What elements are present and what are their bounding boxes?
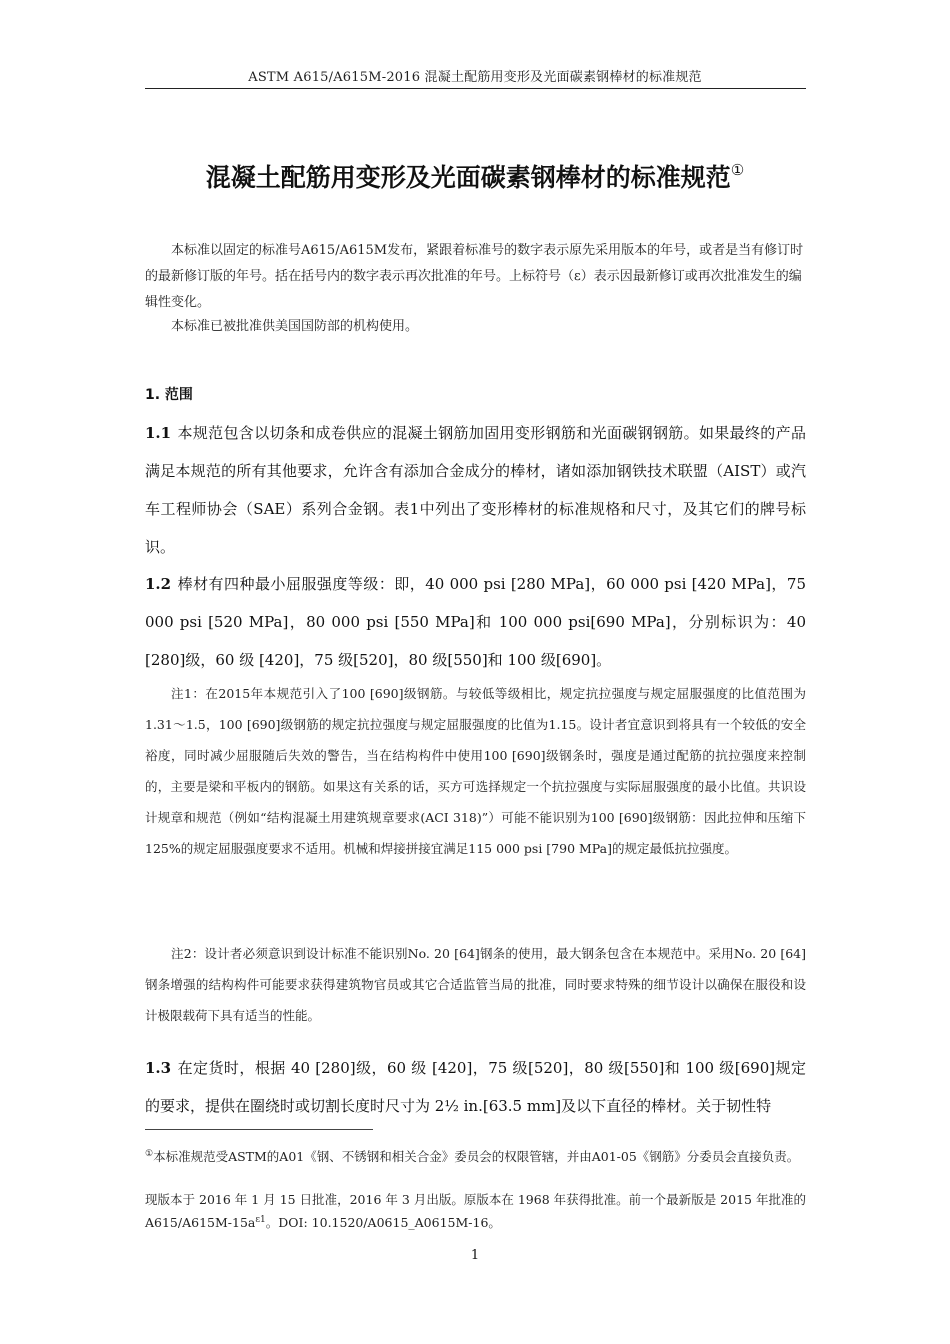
clause-number: 1.2 xyxy=(145,575,172,593)
clause-1-1 xyxy=(145,414,806,566)
clause-number: 1.3 xyxy=(145,1059,172,1077)
title-footnote-mark[interactable]: ① xyxy=(730,161,745,179)
clause-text: 棒材有四种最小屈服强度等级：即，40 000 psi [280 MPa]，60 000 psi [420 MPa]，75 000 psi [520 MPa]，80 000 psi [550 MPa]和 100 000 psi[690 MPa]，分别标识为：40 [280]级，60 级 [420]，75 级[520]，80 级[550]和 100 级[690]。 xyxy=(145,575,806,669)
footnote-1 xyxy=(145,1144,806,1167)
footnote-2-superscript: ε1 xyxy=(255,1215,266,1225)
clause-text: 在定货时，根据 40 [280]级，60 级 [420]，75 级[520]，80 级[550]和 100 级[690]规定的要求，提供在圈绕时或切割长度时尺寸为 2½ in.[63.5 mm]及以下直径的棒材。关于韧性特 xyxy=(145,1059,806,1115)
footnote-separator xyxy=(145,1129,373,1130)
note-1: 注1：在2015年本规范引入了100 [690]级钢筋。与较低等级相比，规定抗拉强度与规定屈服强度的比值范围为1.31～1.5，100 [690]级钢筋的规定抗拉强度与规定屈服强度的比值为1.15。设计者宜意识到将具有一个较低的安全裕度，同时减少屈服随后失效的警告，当在结构构件中使用100 [690]级钢条时，强度是通过配筋的抗拉强度来控制的，主要是梁和平板内的钢筋。如果这有关系的话，买方可选择规定一个抗拉强度与实际屈服强度的最小比值。共识设计规章和规范（例如“结构混凝土用建筑规章要求(ACI 318)”）可能不能识别为100 [690]级钢筋：因此拉伸和压缩下125%的规定屈服强度要求不适用。机械和焊接拼接宜满足115 000 psi [790 MPa]的规定最低抗拉强度。 xyxy=(145,686,806,856)
footnote-2-text: 现版本于 2016 年 1 月 15 日批准，2016 年 3 月出版。原版本在 1968 年获得批准。前一个最新版是 2015 年批准的 A615/A615M-15a xyxy=(145,1192,806,1231)
document-title xyxy=(145,158,805,194)
clause-number: 1.1 xyxy=(145,424,172,442)
clause-1-2 xyxy=(145,565,806,679)
clause-text: 本规范包含以切条和成卷供应的混凝土钢筋加固用变形钢筋和光面碳钢钢筋。如果最终的产品满足本规范的所有其他要求，允许含有添加合金成分的棒材，诸如添加钢铁技术联盟（AIST）或汽车工程师协会（SAE）系列合金钢。表1中列出了变形棒材的标准规格和尺寸，及其它们的牌号标识。 xyxy=(145,424,806,556)
footnote-1-text: 本标准规范受ASTM的A01《钢、不锈钢和相关合金》委员会的权限管辖，并由A01-05《钢筋》分委员会直接负责。 xyxy=(153,1149,800,1165)
section-heading-scope: 1. 范围 xyxy=(145,387,193,403)
header-rule xyxy=(145,88,806,89)
footnote-mark: ① xyxy=(145,1149,154,1159)
page-number: 1 xyxy=(470,1248,480,1263)
note-2: 注2：设计者必须意识到设计标准不能识别No. 20 [64]钢条的使用，最大钢条包含在本规范中。采用No. 20 [64]钢条增强的结构构件可能要求获得建筑物官员或其它合适监管当局的批准，同时要求特殊的细节设计以确保在服役和设计极限载荷下具有适当的性能。 xyxy=(145,946,806,1023)
running-header: ASTM A615/A615M-2016 混凝土配筋用变形及光面碳素钢棒材的标准规范 xyxy=(248,70,702,85)
document-title-text: 混凝土配筋用变形及光面碳素钢棒材的标准规范 xyxy=(205,163,731,192)
intro-paragraph-1: 本标准以固定的标准号A615/A615M发布，紧跟着标准号的数字表示原先采用版本的年号，或者是当有修订时的最新修订版的年号。括在括号内的数字表示再次批准的年号。上标符号（ε）表示因最新修订或再次批准发生的编辑性变化。 xyxy=(145,243,804,310)
intro-paragraph-2: 本标准已被批准供美国国防部的机构使用。 xyxy=(171,319,419,334)
footnote-2-doi: 。DOI: 10.1520/A0615_A0615M-16。 xyxy=(265,1215,501,1231)
clause-1-3 xyxy=(145,1049,806,1125)
footnote-2 xyxy=(145,1190,806,1233)
